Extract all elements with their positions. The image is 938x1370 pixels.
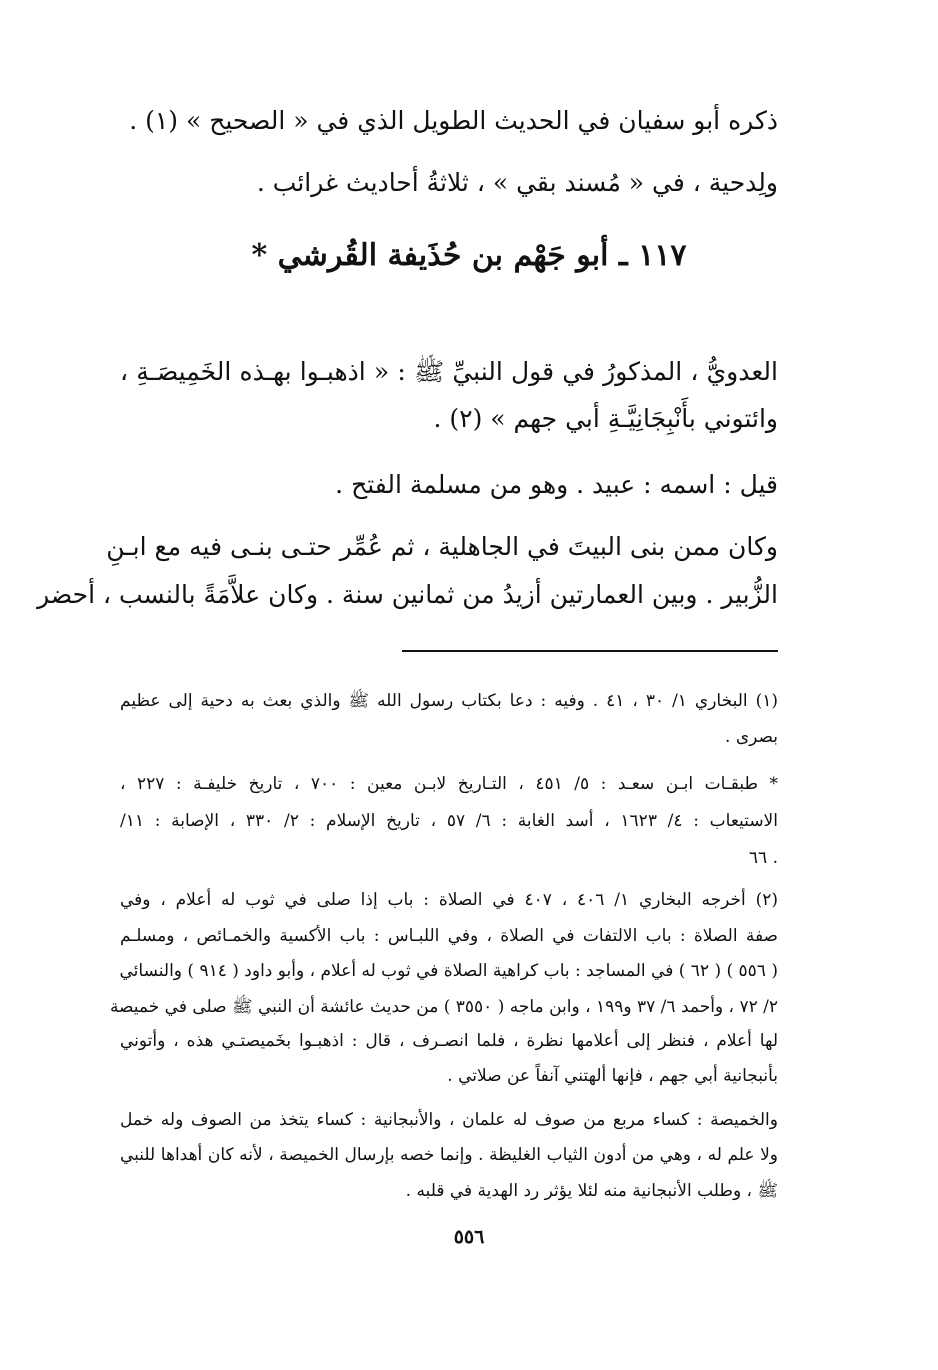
footnote-line: بأنبجانية أبي جهم ، فإنها ألهتني آنفاً عن صلاتي .: [447, 1066, 778, 1086]
entry-heading: ١١٧ ـ أبو جَهْم بن حُذَيفة القُرشي *: [251, 238, 687, 273]
footnote-line: ٢/ ٧٢ ، وأحمد ٦/ ٣٧ و١٩٩ ، وابن ماجه ( ٣٥٥٠ ) من حديث عائشة أن النبي ﷺ صلى في خميصة: [109, 997, 778, 1017]
footnote-line: (٢) أخرجه البخاري ١/ ٤٠٦ ، ٤٠٧ في الصلاة : باب إذا صلى في ثوب له أعلام ، وفي: [120, 890, 778, 910]
footnote-line: ( ٥٥٦ ) ( ٦٢ ) في المساجد : باب كراهية الصلاة في ثوب له أعلام ، وأبو داود ( ٩١٤ ) والنسائي: [119, 961, 778, 981]
sources-line: الاستيعاب : ٤/ ١٦٢٣ ، أسد الغابة : ٦/ ٥٧ ، تاريخ الإسلام : ٢/ ٣٣٠ ، الإصابة : ١١/: [120, 811, 778, 831]
footnote-line: والخميصة : كساء مربع من صوف له علمان ، والأنبجانية : كساء يتخذ من الصوف وله خمل: [120, 1110, 778, 1130]
footnote-line: ولا علم له ، وهي من أدون الثياب الغليظة . وإنما خصه بإرسال الخميصة ، لأنه كان أهداها للنبي: [120, 1145, 778, 1165]
text-line: وائتوني بأَنْبِجَانِيَّـةِ أبي جهم » (٢) .: [433, 404, 778, 433]
text-line: قيل : اسمه : عبيد . وهو من مسلمة الفتح .: [335, 470, 778, 499]
text-line: الزُّبير . وبين العمارتين أزيدُ من ثمانين سنة . وكان علاَّمَةً بالنسب ، أحضر: [37, 580, 778, 609]
text-line: وكان ممن بنى البيتَ في الجاهلية ، ثم عُمِّر حتـى بنـى فيه مع ابـنِ: [106, 532, 778, 561]
footnote-line: لها أعلام ، فنظر إلى أعلامها نظرة ، فلما انصـرف ، قال : اذهبـوا بخَميصتـي هذه ، وأتوني: [120, 1031, 778, 1051]
text-line: العدويُّ ، المذكورُ في قول النبيِّ ﷺ : « اذهبـوا بهـذه الخَمِيصَـةِ ،: [120, 357, 778, 386]
footnote-line: بصرى .: [725, 727, 778, 747]
page-number: ٥٥٦: [453, 1226, 485, 1248]
footnote-line: صفة الصلاة : باب الالتفات في الصلاة ، وفي اللبـاس : باب الأكسية والخمـائص ، ومسلـم: [120, 926, 778, 946]
footnote-line: ﷺ ، وطلب الأنبجانية منه لئلا يؤثر رد الهدية في قلبه .: [405, 1181, 778, 1201]
text-line: ولِدحية ، في « مُسند بقي » ، ثلاثةُ أحاديث غرائب .: [256, 168, 778, 197]
sources-line: * طبقـات ابـن سعـد : ٥/ ٤٥١ ، التـاريخ لابـن معين : ٧٠٠ ، تاريخ خليفـة : ٢٢٧ ،: [120, 774, 778, 794]
footnote-line: (١) البخاري ١/ ٣٠ ، ٤١ . وفيه : دعا بكتاب رسول الله ﷺ والذي بعث به دحية إلى عظيم: [120, 691, 778, 711]
text-line: ذكره أبو سفيان في الحديث الطويل الذي في « الصحيح » (١) .: [129, 106, 778, 135]
sources-line: ٦٦ .: [748, 848, 778, 868]
footnote-separator: [402, 650, 778, 652]
